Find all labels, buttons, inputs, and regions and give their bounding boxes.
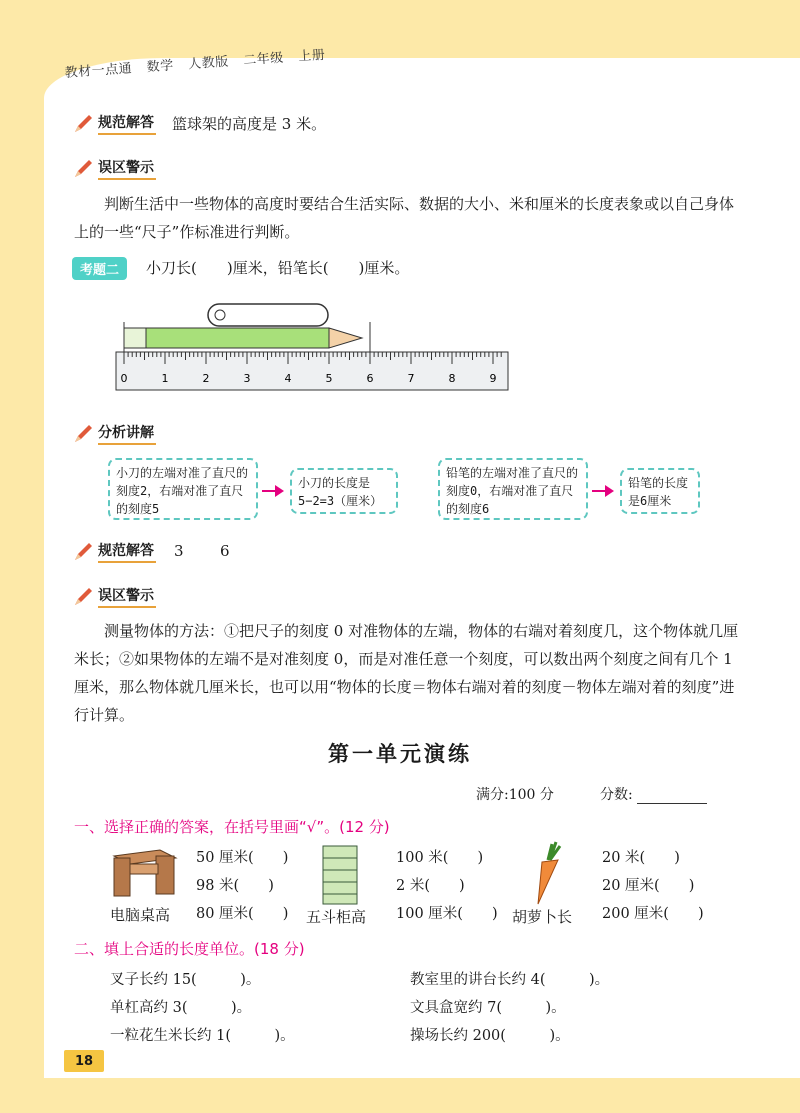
score-label: 分数:	[600, 787, 633, 803]
option-desk-2[interactable]: 98 米( )	[196, 878, 274, 894]
analysis-box-pencil-ends: 铅笔的左端对准了直尺的刻度0，右端对准了直尺的刻度6	[438, 458, 588, 520]
header-grade: 二年级	[242, 50, 285, 69]
ruler-tick-label: 2	[202, 372, 210, 385]
option-carrot-2[interactable]: 20 厘米( )	[602, 878, 695, 894]
caption-cabinet: 五斗柜高	[306, 908, 367, 926]
option-desk-1[interactable]: 50 厘米( )	[196, 850, 289, 866]
section-heading-units: 二、填上合适的长度单位。(18 分)	[74, 940, 305, 958]
warning-tag	[72, 585, 156, 608]
warning-label: 误区警示	[98, 585, 156, 608]
arrow-icon	[592, 490, 612, 492]
analysis-label: 分析讲解	[98, 422, 156, 445]
analysis-box-pencil-length: 铅笔的长度是6厘米	[620, 468, 700, 514]
pencil-icon	[72, 586, 94, 608]
pencil-icon	[72, 158, 94, 180]
carrot-icon	[524, 840, 574, 906]
header-book: 教材一点通	[64, 61, 133, 81]
topic-badge: 考题二	[72, 257, 127, 280]
warning-label: 误区警示	[98, 157, 156, 180]
header-subject: 数学	[146, 58, 175, 76]
answer-tag	[72, 540, 156, 563]
fill-item[interactable]: 文具盒宽约 7( )。	[410, 1000, 566, 1016]
option-carrot-3[interactable]: 200 厘米( )	[602, 906, 704, 922]
analysis-tag	[72, 422, 156, 445]
unit-title: 第一单元演练	[328, 742, 472, 766]
analysis-box-knife-ends: 小刀的左端对准了直尺的刻度2，右端对准了直尺的刻度5	[108, 458, 258, 520]
pencil-icon	[72, 423, 94, 445]
answer-text: 篮球架的高度是 3 米。	[172, 115, 327, 133]
caption-carrot: 胡萝卜长	[512, 908, 573, 926]
ruler-tick-label: 5	[325, 372, 333, 385]
warning-paragraph: 测量物体的方法：①把尺子的刻度 0 对准物体的左端，物体的右端对着刻度几，这个物体就几厘米长；②如果物体的左端不是对准刻度 0，而是对准任意一个刻度，可以数出两个刻度之间有几个 1 厘米，那么物体就几厘米长，也可以用“物体的长度＝物体右端对着的刻度－物体左端对着的刻度”进行计算。	[74, 622, 739, 724]
fill-item[interactable]: 操场长约 200( )。	[410, 1028, 570, 1044]
ruler-tick-label: 7	[407, 372, 415, 385]
answer-value-pencil: 6	[220, 542, 230, 560]
pencil-icon	[72, 541, 94, 563]
ruler-tick-label: 8	[448, 372, 456, 385]
analysis-box-knife-length: 小刀的长度是5−2=3（厘米）	[290, 468, 398, 514]
arrow-icon	[262, 490, 282, 492]
fill-item[interactable]: 叉子长约 15( )。	[110, 972, 261, 988]
answer-label: 规范解答	[98, 540, 156, 563]
caption-desk: 电脑桌高	[110, 906, 171, 924]
fill-item[interactable]: 一粒花生米长约 1( )。	[110, 1028, 295, 1044]
option-carrot-1[interactable]: 20 米( )	[602, 850, 680, 866]
fill-item[interactable]: 单杠高约 3( )。	[110, 1000, 252, 1016]
pencil-body	[124, 328, 329, 348]
cabinet-icon	[320, 844, 360, 908]
pencil-icon	[72, 113, 94, 135]
warning-tag	[72, 157, 156, 180]
page-number: 18	[64, 1050, 104, 1072]
option-cabinet-2[interactable]: 2 米( )	[396, 878, 465, 894]
answer-value-knife: 3	[174, 542, 184, 560]
option-desk-3[interactable]: 80 厘米( )	[196, 906, 289, 922]
ruler-tick-label: 3	[243, 372, 251, 385]
answer-label: 规范解答	[98, 112, 156, 135]
warning-paragraph: 判断生活中一些物体的高度时要结合生活实际、数据的大小、米和厘米的长度表象或以自己身体上的一些“尺子”作标准进行判断。	[74, 195, 735, 241]
header-volume: 上册	[297, 47, 326, 65]
score-blank[interactable]	[637, 787, 707, 804]
section-heading-choice: 一、选择正确的答案，在括号里画“√”。(12 分)	[74, 818, 390, 836]
option-cabinet-1[interactable]: 100 米( )	[396, 850, 484, 866]
topic-question: 小刀长( )厘米，铅笔长( )厘米。	[146, 259, 410, 277]
header-edition: 人教版	[187, 54, 230, 73]
ruler-tick-label: 0	[120, 372, 128, 385]
desk-icon	[110, 846, 180, 900]
option-cabinet-3[interactable]: 100 厘米( )	[396, 906, 498, 922]
answer-tag	[72, 112, 156, 135]
ruler-tick-label: 9	[489, 372, 497, 385]
score-field	[600, 784, 707, 804]
ruler-tick-label: 1	[161, 372, 169, 385]
fill-item[interactable]: 教室里的讲台长约 4( )。	[410, 972, 610, 988]
ruler-tick-label: 4	[284, 372, 292, 385]
ruler-tick-label: 6	[366, 372, 374, 385]
knife-shape	[208, 304, 328, 326]
full-score: 满分:100 分	[476, 787, 554, 803]
ruler-figure	[112, 292, 512, 394]
